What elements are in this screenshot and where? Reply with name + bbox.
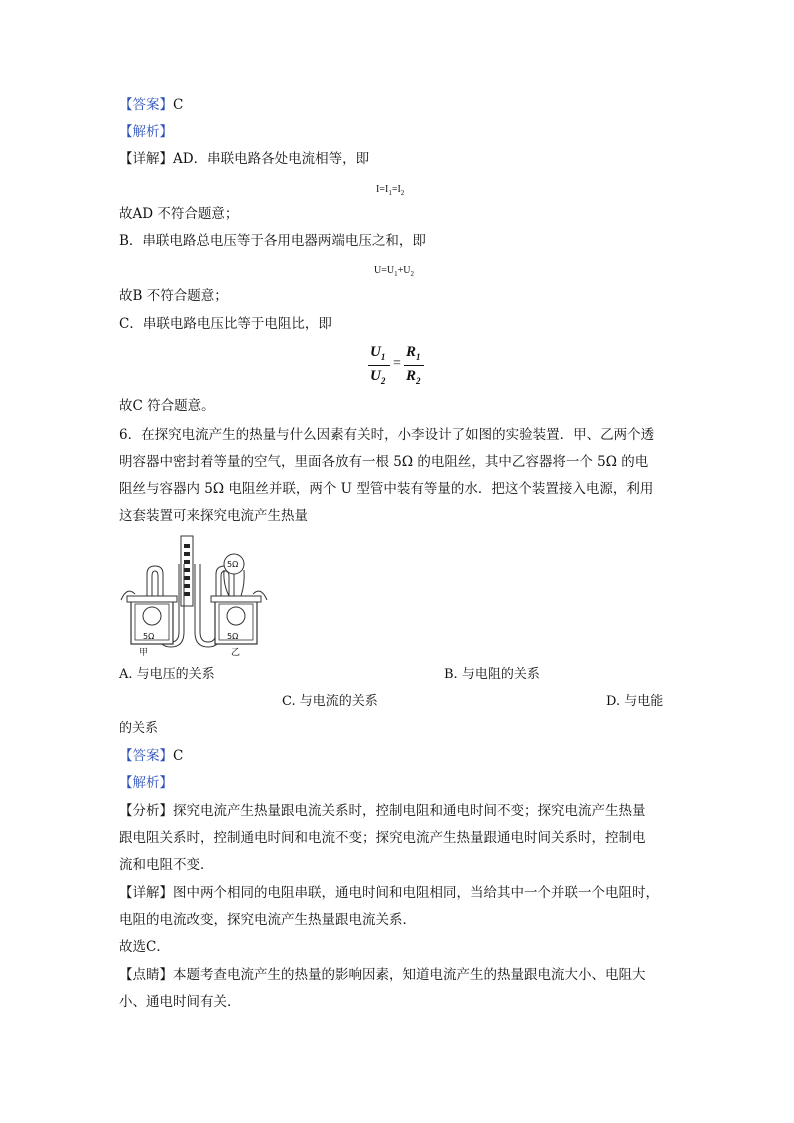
q6-dianjing-line: 【点睛】本题考查电流产生的热量的影响因素，知道电流产生的热量跟电流大小、电阻大 <box>119 967 646 983</box>
q6-fenxi-line: 跟电阻关系时，控制通电时间和电流不变；探究电流产生热量跟通电时间关系时，控制电 <box>119 830 646 846</box>
q5-c-statement: C．串联电路电压比等于电阻比，即 <box>119 316 332 332</box>
experiment-figure <box>119 534 269 658</box>
q6-dianjing-line: 小、通电时间有关． <box>119 994 241 1010</box>
q5-c-conclusion: 故C 符合题意。 <box>119 398 215 414</box>
q6-detail-line: 电阻的电流改变，探究电流产生热量跟电流关系． <box>119 912 416 928</box>
container-label-right: 乙 <box>231 648 241 658</box>
detail-text: AD．串联电路各处电流相等，即 <box>173 151 370 167</box>
q6-stem-line: 这套装置可来探究电流产生热量 <box>119 508 308 524</box>
analysis-tag: 【解析】 <box>119 775 173 791</box>
equation-ratio: $U_1$ $U_2$ = $R_1$ $R_2$ <box>368 344 424 390</box>
option-b: B. 与电阻的关系 <box>444 667 540 682</box>
q6-fenxi-line: 流和电阻不变． <box>119 857 214 873</box>
q5-b-statement: B．串联电路总电压等于各用电器两端电压之和，即 <box>119 233 426 249</box>
resistor-label-right: 5Ω <box>227 632 239 641</box>
q6-stem-line: 6．在探究电流产生的热量与什么因素有关时，小李设计了如图的实验装置．甲、乙两个透 <box>119 427 655 443</box>
q6-detail-line: 【详解】图中两个相同的电阻串联，通电时间和电阻相同，当给其中一个并联一个电阻时， <box>119 885 659 901</box>
equation-current: $I=I_1=I_2$ <box>376 184 405 197</box>
answer-tag: 【答案】 <box>119 97 173 113</box>
equation-voltage: $U=U_1+U_2$ <box>374 265 414 278</box>
answer-tag: 【答案】 <box>119 748 173 764</box>
analysis-tag: 【解析】 <box>119 124 173 140</box>
resistor-label-top: 5Ω <box>227 560 239 569</box>
q6-stem-line: 明容器中密封着等量的空气，里面各放有一根 5Ω 的电阻丝，其中乙容器将一个 5Ω 的电 <box>119 454 649 470</box>
resistor-label-left: 5Ω <box>143 632 155 641</box>
option-d-continued: 的关系 <box>119 721 159 736</box>
answer-value: C <box>173 748 184 764</box>
q6-choose-line: 故选C． <box>119 939 170 955</box>
detail-tag: 【详解】 <box>119 885 173 901</box>
detail-tag: 【详解】 <box>119 151 173 167</box>
q6-answer-line <box>119 747 183 765</box>
q5-ad-conclusion: 故AD 不符合题意； <box>119 206 239 222</box>
fenxi-tag: 【分析】 <box>119 803 173 819</box>
q5-analysis-line <box>119 123 173 141</box>
option-d: D. 与电能 <box>606 694 664 709</box>
q5-answer-line <box>119 96 183 114</box>
q5-detail-line <box>119 150 369 168</box>
q5-b-conclusion: 故B 不符合题意； <box>119 288 228 304</box>
dianjing-tag: 【点睛】 <box>119 967 173 983</box>
option-c: C. 与电流的关系 <box>282 694 378 709</box>
q6-analysis-line <box>119 774 173 792</box>
q6-fenxi-line: 【分析】探究电流产生热量跟电流关系时，控制电阻和通电时间不变；探究电流产生热量 <box>119 803 646 819</box>
q6-stem-line: 阻丝与容器内 5Ω 电阻丝并联，两个 U 型管中装有等量的水．把这个装置接入电源，利用 <box>119 481 654 497</box>
container-label-left: 甲 <box>139 648 149 658</box>
answer-value: C <box>173 97 184 113</box>
option-a: A. 与电压的关系 <box>119 667 215 682</box>
